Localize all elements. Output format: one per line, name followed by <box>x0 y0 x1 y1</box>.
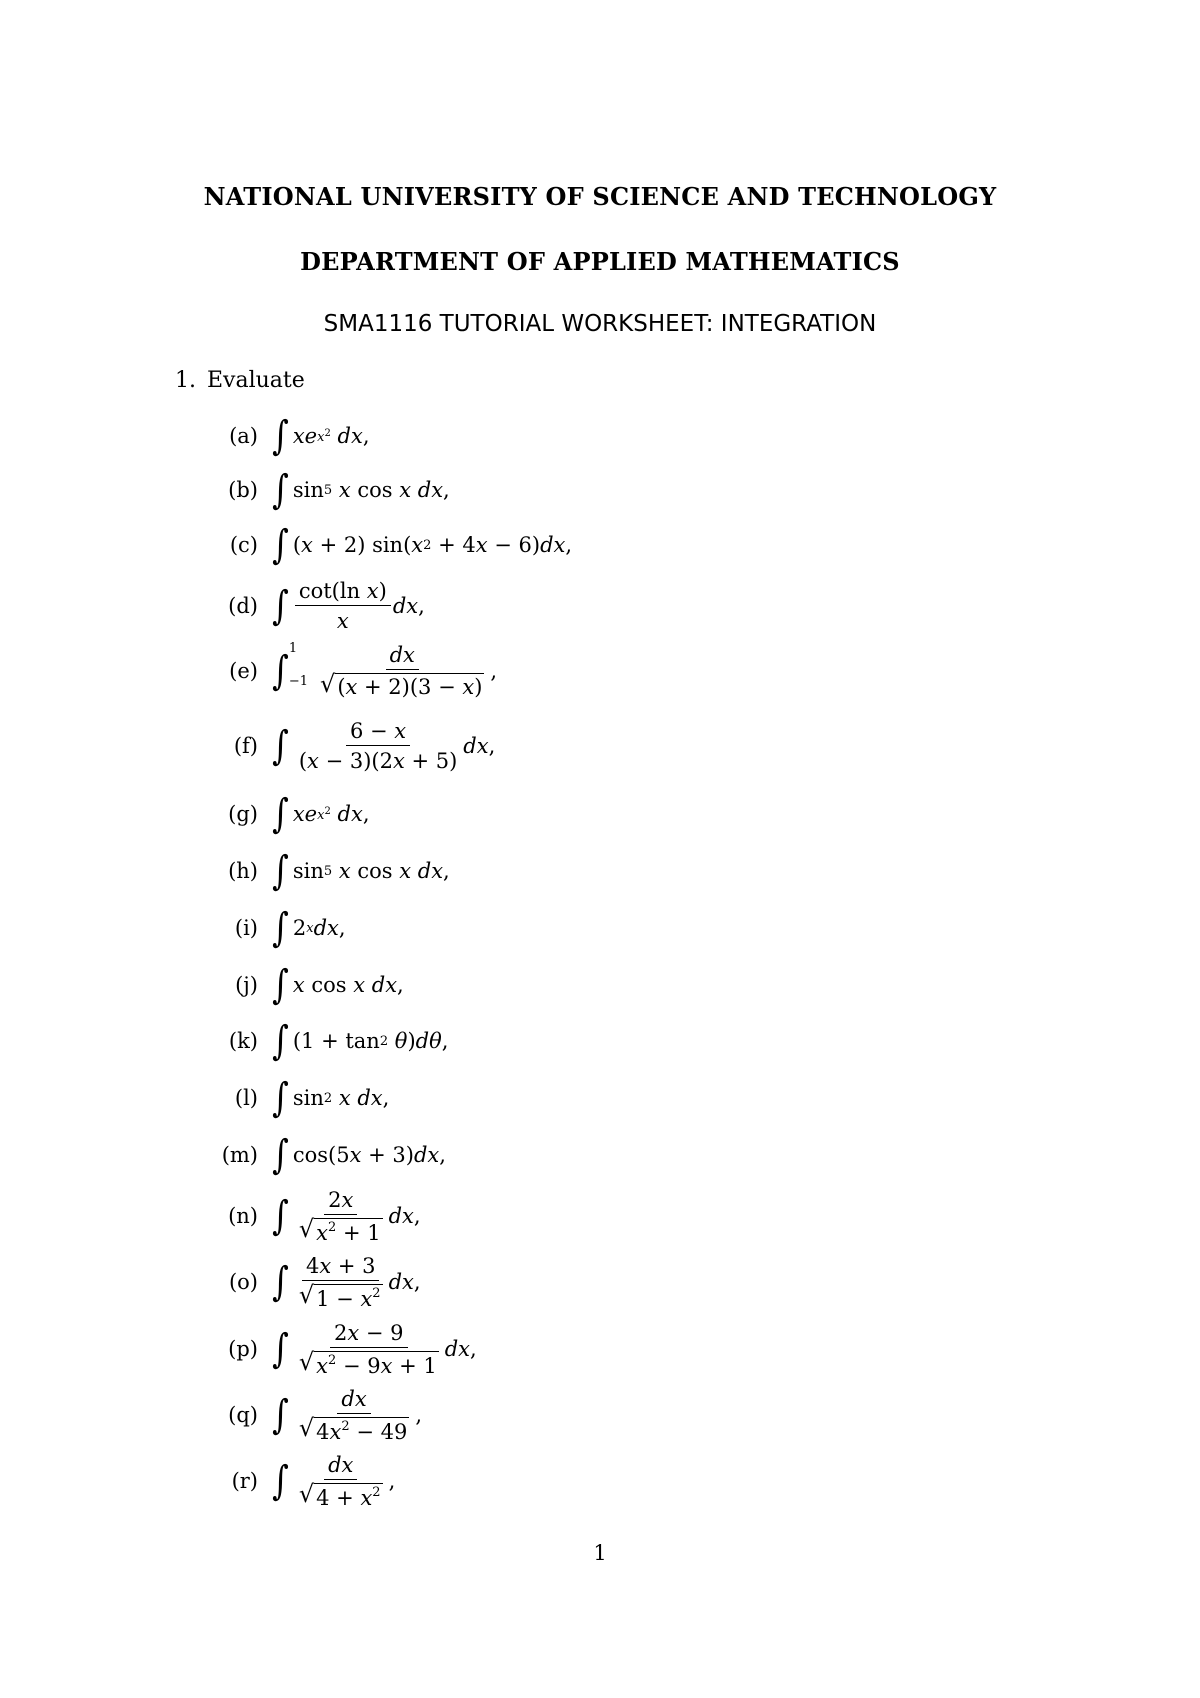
question-1 <box>175 368 305 393</box>
integrand: ( x + 2) sin( x 2 + 4 x − 6) dx , <box>292 533 573 557</box>
integrand: 2x √ $x^2 + 1$ dx , <box>298 1187 421 1245</box>
integral-sign-icon: ∫ <box>272 1132 289 1178</box>
exercise-a <box>200 406 370 466</box>
integral-sign-icon: ∫ <box>272 1193 289 1239</box>
integral-sign-icon: ∫ <box>272 467 289 513</box>
exercise-label: (i) <box>234 916 258 940</box>
exercise-label: (l) <box>234 1086 258 1110</box>
integrand: xe $x^2$ dx , <box>292 802 370 826</box>
exercise-h <box>200 841 450 901</box>
integrand: dx √ $4x^2 - 49$ , <box>298 1386 422 1444</box>
exercise-k <box>200 1011 448 1071</box>
department-title: DEPARTMENT OF APPLIED MATHEMATICS <box>300 247 900 276</box>
integral-sign-icon: ∫ <box>272 1326 289 1372</box>
exercise-m <box>200 1125 446 1185</box>
integrand: 4x + 3 √ $1 - x^2$ dx , <box>298 1253 421 1311</box>
integrand: xe $x^2$ dx , <box>292 424 370 448</box>
integrand: 2x − 9 √ $x^2 - 9x + 1$ dx , <box>298 1320 477 1378</box>
university-title: NATIONAL UNIVERSITY OF SCIENCE AND TECHNOLOGY <box>203 182 997 211</box>
exercise-label: (h) <box>228 859 258 883</box>
question-number: 1. <box>175 368 196 393</box>
exercise-p <box>200 1319 477 1379</box>
exercise-label: (p) <box>228 1337 258 1361</box>
exercise-label: (d) <box>228 594 258 618</box>
exercise-i <box>200 898 346 958</box>
page-number: 1 <box>593 1541 607 1565</box>
exercise-label: (e) <box>229 659 258 683</box>
integrand: dx √ $4 + x^2$ , <box>298 1452 396 1510</box>
exercise-g <box>200 784 370 844</box>
exercise-b <box>200 460 450 520</box>
exercise-q <box>200 1385 422 1445</box>
integral-limits: 1 −1 <box>288 641 309 689</box>
exercise-label: (q) <box>228 1403 258 1427</box>
exercise-label: (r) <box>231 1469 258 1493</box>
question-instruction: Evaluate <box>207 368 305 393</box>
integrand: 2 x dx , <box>292 916 346 940</box>
exercise-label: (k) <box>228 1029 258 1053</box>
integral-sign-icon: ∫ <box>272 905 289 951</box>
exercise-label: (f) <box>233 734 258 758</box>
integrand: x cos x dx , <box>292 973 404 997</box>
integral-sign-icon: ∫ <box>272 583 289 629</box>
exercise-f <box>200 716 495 776</box>
exercise-label: (n) <box>228 1204 258 1228</box>
exercise-label: (j) <box>235 973 258 997</box>
exercise-j <box>200 955 404 1015</box>
exercise-n <box>200 1186 421 1246</box>
integrand: cos(5 x + 3) dx , <box>292 1143 446 1167</box>
exercise-c <box>200 515 572 575</box>
integral-sign-icon: ∫ <box>272 1392 289 1438</box>
integral-sign-icon: ∫ <box>272 791 289 837</box>
integral-sign-icon: ∫ <box>272 848 289 894</box>
exercise-l <box>200 1068 389 1128</box>
integral-sign-icon: ∫ <box>272 522 289 568</box>
exercise-label: (a) <box>229 424 258 448</box>
integral-sign-icon: ∫ <box>272 648 289 694</box>
exercise-o <box>200 1252 421 1312</box>
exercise-r <box>200 1451 395 1511</box>
integral-sign-icon: ∫ <box>272 1259 289 1305</box>
integrand: $\frac{6 - x}{(x - 3)(2x + 5)}$ dx , <box>298 719 496 773</box>
exercise-label: (c) <box>229 533 258 557</box>
worksheet-title: SMA1116 TUTORIAL WORKSHEET: INTEGRATION <box>323 311 877 337</box>
exercise-d <box>200 576 425 636</box>
integral-sign-icon: ∫ <box>272 962 289 1008</box>
integral-sign-icon: ∫ <box>272 1075 289 1121</box>
integrand: dx √ (x + 2)(3 − x) , <box>320 643 498 699</box>
integral-sign-icon: ∫ <box>272 1018 289 1064</box>
integral-sign-icon: ∫ <box>272 723 289 769</box>
exercise-label: (o) <box>228 1270 258 1294</box>
integrand: $\frac{\text{cot(ln x)}}{x}$ dx , <box>293 579 425 633</box>
integrand: (1 + tan 2 θ ) dθ , <box>292 1029 449 1053</box>
integrand: sin 2 x dx , <box>292 1086 390 1110</box>
exercise-e <box>200 641 497 701</box>
integrand: sin 5 x cos x dx , <box>292 478 450 502</box>
exercise-label: (g) <box>228 802 258 826</box>
integrand: sin 5 x cos x dx , <box>292 859 450 883</box>
exercise-label: (m) <box>221 1143 258 1167</box>
integral-sign-icon: ∫ <box>272 1458 289 1504</box>
integral-sign-icon: ∫ <box>272 413 289 459</box>
exercise-label: (b) <box>228 478 258 502</box>
